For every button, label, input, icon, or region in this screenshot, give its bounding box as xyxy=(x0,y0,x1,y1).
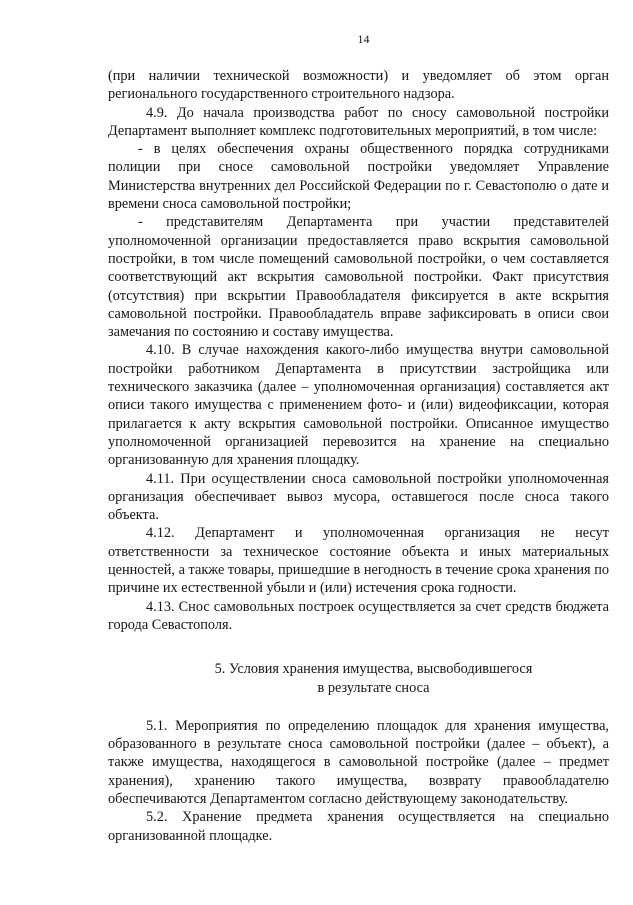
document-body xyxy=(108,67,609,845)
paragraph-4-12: 4.12. Департамент и уполномоченная организация не несут ответственности за техническое состояние объекта и иных материальных ценностей, а также товары, пришедшие в негодность в течение срока хранения по причине их естественной убыли и (или) истечения срока годности. xyxy=(108,525,609,597)
paragraph-continuation: (при наличии технической возможности) и уведомляет об этом орган регионального государственного строительного надзора. xyxy=(108,68,609,103)
paragraph-4-10: 4.10. В случае нахождения какого-либо имущества внутри самовольной постройки работником Департамента в присутствии застройщика или технического заказчика (далее – уполномоченная организация) составляется акт описи такого имущества с применением фото- и (или) видеофиксации, которая прилагается к акту вскрытия самовольной постройки. Описанное имущество уполномоченной организацией перевозится на хранение на специально организованную для хранения площадку. xyxy=(108,342,609,469)
paragraph-5-1: 5.1. Мероприятия по определению площадок для хранения имущества, образованного в результате сноса самовольной постройки (далее – объект), а также имущества, находящегося в самовольной постройке (далее – предмет хранения), хранению такого имущества, возврату правообладателю обеспечиваются Департаментом согласно действующему законодательству. xyxy=(108,717,609,807)
list-item-police-notice: - в целях обеспечения охраны общественного порядка сотрудниками полиции при сносе самовольной постройки уведомляет Управление Министерства внутренних дел Российской Федерации по г. Севастополю о дате и времени сноса самовольной постройки; xyxy=(108,141,609,213)
section-heading-line-2: в результате сноса xyxy=(317,679,430,696)
paragraph-4-13: 4.13. Снос самовольных построек осуществляется за счет средств бюджета города Севастополя. xyxy=(108,598,609,633)
list-item-opening-right: - представителям Департамента при участии представителей уполномоченной организации предоставляется право вскрытия самовольной постройки, в том числе помещений самовольной постройки, о чем составляется соответствующий акт вскрытия самовольной постройки. Факт присутствия (отсутствия) при вскрытии Правообладателя фиксируется в акте вскрытия самовольной постройки. Правообладатель вправе зафиксировать в описи свои замечания по состоянию и составу имущества. xyxy=(108,214,609,341)
page-number: 14 xyxy=(357,32,370,46)
paragraph-4-11: 4.11. При осуществлении сноса самовольной постройки уполномоченная организация обеспечивает вывоз мусора, оставшегося после сноса такого объекта. xyxy=(108,470,609,524)
section-heading xyxy=(138,660,609,697)
paragraph-4-9: 4.9. До начала производства работ по сносу самовольной постройки Департамент выполняет комплекс подготовительных мероприятий, в том числе: xyxy=(108,104,609,139)
section-heading-line-1: 5. Условия хранения имущества, высвободившегося xyxy=(214,661,533,678)
paragraph-5-2: 5.2. Хранение предмета хранения осуществляется на специально организованной площадке. xyxy=(108,809,609,844)
